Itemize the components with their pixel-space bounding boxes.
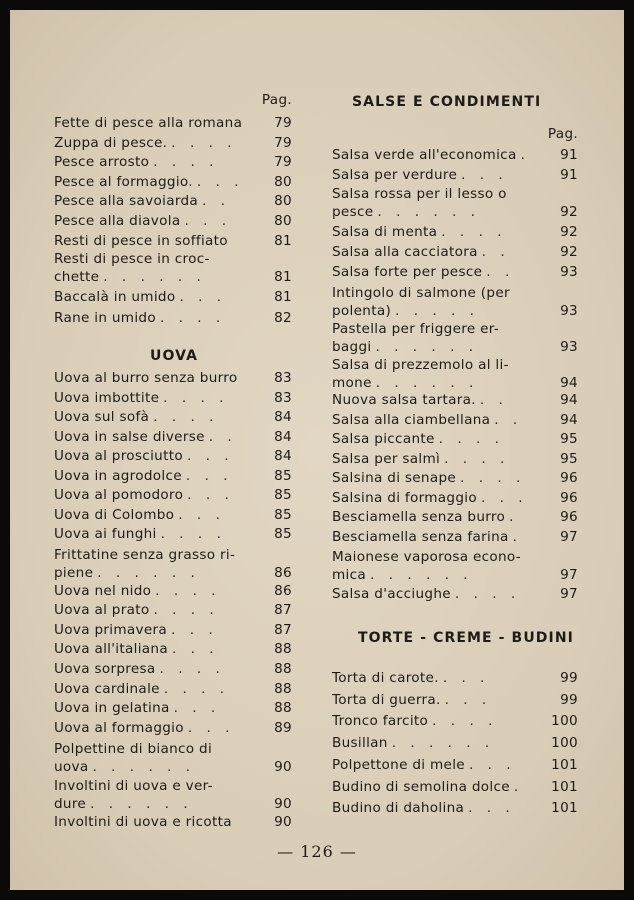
- entry-title: Salsa verde all'economica: [332, 147, 517, 163]
- leader-dots: . . . . . .: [375, 339, 479, 355]
- leader-dots: . . . . . .: [92, 759, 196, 776]
- entry-title: Uova ai funghi: [54, 526, 157, 542]
- leader-dots: .: [509, 509, 519, 525]
- entry-title-line2-row: [54, 268, 292, 286]
- leader-dots: . . . .: [163, 680, 230, 697]
- entry-page-number: 85: [274, 487, 292, 503]
- entry-title: Budino di daholina: [332, 800, 465, 817]
- entry-title: Salsa forte per pesce: [332, 264, 483, 280]
- index-entry: [54, 134, 292, 153]
- entry-title-line2: uova: [54, 759, 89, 776]
- index-entry-wrapped: [332, 356, 578, 392]
- index-entry: [54, 621, 292, 640]
- entry-page-number: 84: [274, 409, 292, 425]
- entry-title: Uova al pomodoro: [54, 487, 184, 503]
- leader-dots: . . . . .: [395, 303, 479, 319]
- entry-title: Uova al prosciutto: [54, 448, 183, 464]
- leader-dots: . . .: [178, 506, 225, 523]
- section-heading-torte: TORTE - CREME - BUDINI: [358, 630, 574, 646]
- entry-title-line2-row: [332, 566, 578, 584]
- entry-title: Torta di guerra.: [332, 691, 441, 708]
- index-entry: [332, 146, 578, 165]
- leader-dots: . . .: [171, 641, 219, 658]
- entry-title: Salsa di menta: [332, 224, 438, 240]
- entry-page-number: 88: [274, 641, 292, 658]
- leader-dots: . . .: [173, 700, 221, 717]
- index-entry: [54, 288, 292, 307]
- entry-page-number: 99: [560, 691, 578, 708]
- entry-title-line1: Salsa di prezzemolo al li-: [332, 357, 509, 373]
- entry-page-number: 82: [274, 310, 292, 327]
- entry-page-number: 91: [560, 147, 578, 163]
- leader-dots: . . . .: [153, 602, 219, 619]
- leader-dots: . . .: [468, 800, 515, 817]
- entry-title: Salsa per salmì: [332, 450, 441, 467]
- index-entry: [54, 369, 292, 388]
- entry-page-number: 97: [560, 528, 578, 545]
- index-entry: [54, 212, 292, 231]
- entry-page-number: 96: [560, 509, 578, 525]
- entry-page-number: 97: [560, 586, 578, 602]
- entry-title: Besciamella senza farina: [332, 528, 509, 545]
- section-heading-salse: SALSE E CONDIMENTI: [352, 94, 542, 110]
- index-entry: [332, 391, 578, 410]
- entry-title: Uova in gelatina: [54, 700, 170, 717]
- index-entry: [332, 799, 578, 818]
- entry-page-number: 93: [560, 339, 578, 355]
- entry-title: Salsa alla cacciatora: [332, 244, 478, 260]
- index-entry: [54, 660, 292, 679]
- index-entry: [54, 719, 292, 738]
- entry-title-line1: Involtini di uova e ver-: [54, 778, 213, 795]
- leader-dots: . . .: [442, 670, 490, 686]
- leader-dots: . .: [208, 428, 237, 445]
- leader-dots: . . . .: [155, 582, 221, 599]
- entry-title-line2: pesce: [332, 204, 374, 220]
- entry-page-number: 86: [274, 582, 292, 599]
- leader-dots: . . . . . .: [103, 269, 206, 286]
- entry-title: Uova al burro senza burro: [54, 370, 238, 386]
- index-entry: [54, 486, 292, 505]
- index-entry: [332, 585, 578, 604]
- leader-dots: . . . .: [444, 450, 510, 467]
- entry-page-number: 80: [274, 193, 292, 210]
- entry-page-number: 94: [560, 375, 578, 391]
- index-entry: [54, 114, 292, 133]
- entry-page-number: 85: [274, 526, 292, 542]
- entry-title: Fette di pesce alla romana: [54, 115, 243, 131]
- leader-dots: .: [520, 147, 530, 163]
- entry-page-number: 83: [274, 389, 292, 406]
- index-entry: [332, 223, 578, 242]
- entry-title-line2: dure: [54, 796, 87, 813]
- entry-page-number: 91: [560, 166, 578, 183]
- index-entry: [54, 428, 292, 447]
- index-entry: [54, 680, 292, 699]
- index-entry: [54, 153, 292, 172]
- index-entry-wrapped: [54, 740, 292, 776]
- entry-title: Busillan: [332, 735, 388, 752]
- index-entry: [332, 243, 578, 262]
- leader-dots: . . . .: [163, 389, 229, 406]
- leader-dots: . . . .: [159, 660, 225, 677]
- entry-title: Pesce alla diavola: [54, 213, 181, 229]
- index-entry: [332, 669, 578, 688]
- entry-title-line2-row: [332, 374, 578, 392]
- index-entry: [54, 699, 292, 718]
- entry-title: Budino di semolina dolce: [332, 778, 510, 795]
- entry-title: Torta di carote.: [332, 670, 439, 686]
- entry-title: Polpettone di mele: [332, 756, 465, 773]
- leader-dots: . .: [481, 244, 510, 260]
- entry-title: Uova in agrodolce: [54, 467, 182, 484]
- index-entry: [54, 389, 292, 408]
- entry-page-number: 94: [560, 411, 578, 428]
- leader-dots: . . .: [179, 289, 227, 306]
- entry-title: Uova in salse diverse: [54, 428, 205, 445]
- entry-page-number: 90: [274, 759, 292, 776]
- leader-dots: . . . . . .: [97, 564, 200, 581]
- entry-title: Uova sorpresa: [54, 660, 156, 677]
- index-entry: [54, 408, 292, 427]
- index-entry: [332, 411, 578, 430]
- leader-dots: . . . .: [454, 586, 521, 602]
- entry-page-number: 95: [560, 450, 578, 467]
- entry-page-number: 93: [560, 264, 578, 280]
- entry-title: Pesce al formaggio.: [54, 173, 193, 190]
- section-heading-uova: UOVA: [150, 348, 199, 364]
- entry-title: Uova al formaggio: [54, 719, 184, 736]
- entry-page-number: 89: [274, 719, 292, 736]
- leader-dots: . . . . . .: [370, 567, 473, 583]
- entry-title-line2: piene: [54, 564, 94, 581]
- entry-page-number: 96: [560, 489, 578, 506]
- entry-title: Uova imbottite: [54, 389, 160, 406]
- entry-page-number: 94: [560, 392, 578, 408]
- index-entry: [54, 309, 292, 328]
- index-entry: [54, 192, 292, 211]
- index-entry-wrapped: [54, 777, 292, 813]
- entry-page-number: 81: [274, 289, 292, 306]
- entry-title: Pesce arrosto: [54, 154, 150, 171]
- leader-dots: . . . .: [432, 713, 498, 730]
- entry-page-number: 95: [560, 431, 578, 447]
- book-page: [10, 10, 624, 890]
- leader-dots: . . .: [187, 719, 235, 736]
- leader-dots: . .: [486, 264, 515, 280]
- entry-page-number: 101: [551, 800, 578, 817]
- entry-title-line2-row: [54, 758, 292, 776]
- entry-title-line2: chette: [54, 269, 100, 286]
- entry-title-line2-row: [332, 203, 578, 221]
- leader-dots: . . .: [461, 166, 508, 183]
- index-entry: [54, 447, 292, 466]
- leader-dots: . . . .: [441, 224, 507, 240]
- index-entry-wrapped: [54, 546, 292, 582]
- leader-dots: . . . . . .: [391, 735, 495, 752]
- index-entry: [54, 582, 292, 601]
- leader-dots: . . . .: [171, 134, 237, 151]
- entry-title: Uova sul sofà: [54, 409, 150, 425]
- index-entry: [54, 467, 292, 486]
- leader-dots: . . .: [171, 621, 218, 638]
- index-entry: [54, 525, 292, 544]
- entry-page-number: 80: [274, 213, 292, 229]
- entry-page-number: 88: [274, 680, 292, 697]
- leader-dots: . . . . . .: [375, 375, 479, 391]
- entry-page-number: 93: [560, 303, 578, 319]
- leader-dots: . . .: [196, 173, 244, 190]
- entry-title: Rane in umido: [54, 310, 156, 327]
- index-entry: [332, 430, 578, 449]
- entry-page-number: 87: [274, 602, 292, 619]
- index-entry: [332, 756, 578, 775]
- leader-dots: . . . .: [153, 154, 219, 171]
- entry-title: Besciamella senza burro: [332, 509, 506, 525]
- leader-dots: . . . .: [438, 431, 504, 447]
- index-entry: [332, 263, 578, 282]
- leader-dots: . .: [494, 411, 523, 428]
- leader-dots: . . .: [185, 467, 233, 484]
- index-entry: [54, 813, 292, 832]
- index-entry-wrapped: [332, 284, 578, 320]
- page-column-header: Pag.: [261, 92, 292, 108]
- leader-dots: . . .: [480, 489, 528, 506]
- index-entry: [332, 528, 578, 547]
- entry-title: Salsa d'acciughe: [332, 586, 451, 602]
- entry-title-line1: Polpettine di bianco di: [54, 741, 213, 758]
- entry-title-line1: Salsa rossa per il lesso o: [332, 186, 507, 202]
- entry-title: Uova all'italiana: [54, 641, 168, 658]
- entry-title-line2: polenta): [332, 303, 392, 319]
- index-entry: [332, 489, 578, 508]
- leader-dots: . . . .: [159, 310, 226, 327]
- entry-title: Resti di pesce in soffiato: [54, 232, 228, 249]
- entry-title: Uova al prato: [54, 602, 150, 619]
- entry-page-number: 92: [560, 224, 578, 240]
- entry-page-number: 81: [274, 232, 292, 249]
- leader-dots: . .: [202, 193, 231, 210]
- entry-page-number: 84: [274, 428, 292, 445]
- index-entry: [332, 469, 578, 488]
- leader-dots: . . .: [186, 448, 234, 464]
- entry-title-line1: Intingolo di salmone (per: [332, 285, 510, 301]
- entry-page-number: 83: [274, 370, 292, 386]
- index-entry: [332, 450, 578, 469]
- entry-page-number: 100: [551, 735, 578, 752]
- entry-title-line1: Resti di pesce in croc-: [54, 251, 210, 268]
- leader-dots: . .: [479, 392, 508, 408]
- entry-page-number: 81: [274, 269, 292, 286]
- entry-page-number: 80: [274, 173, 292, 190]
- leader-dots: . . . .: [160, 526, 226, 542]
- entry-title: Uova nel nido: [54, 582, 152, 599]
- entry-page-number: 84: [274, 448, 292, 464]
- entry-page-number: 88: [274, 700, 292, 717]
- entry-page-number: 99: [560, 670, 578, 686]
- entry-title-line2-row: [54, 795, 292, 813]
- entry-title-line2-row: [54, 564, 292, 582]
- entry-page-number: 101: [551, 756, 578, 773]
- entry-page-number: 100: [551, 713, 578, 730]
- entry-title-line2: mone: [332, 375, 372, 391]
- entry-page-number: 92: [560, 204, 578, 220]
- entry-title: Pesce alla savoiarda: [54, 193, 199, 210]
- entry-page-number: 90: [274, 796, 292, 813]
- entry-title-line1: Pastella per friggere er-: [332, 321, 500, 337]
- page-number: — 126 —: [277, 842, 357, 861]
- page-column-header: Pag.: [547, 126, 578, 142]
- leader-dots: .: [512, 528, 522, 545]
- leader-dots: . . .: [184, 213, 232, 229]
- index-entry-wrapped: [332, 320, 578, 356]
- index-entry: [332, 734, 578, 753]
- leader-dots: . . .: [468, 756, 516, 773]
- index-entry: [54, 232, 292, 251]
- entry-page-number: 85: [274, 467, 292, 484]
- entry-page-number: 86: [274, 564, 292, 581]
- entry-title: Nuova salsa tartara.: [332, 392, 476, 408]
- index-entry-wrapped: [332, 185, 578, 221]
- entry-title-line2-row: [332, 338, 578, 356]
- entry-title: Tronco farcito: [332, 713, 429, 730]
- entry-title-line2-row: [332, 302, 578, 320]
- entry-title: Zuppa di pesce.: [54, 134, 168, 151]
- entry-page-number: 79: [274, 154, 292, 171]
- entry-title: Uova di Colombo: [54, 506, 175, 523]
- index-entry-wrapped: [332, 548, 578, 584]
- leader-dots: . . . .: [460, 470, 526, 486]
- entry-title: Salsina di formaggio: [332, 489, 477, 506]
- leader-dots: . . . . . .: [377, 204, 480, 220]
- entry-page-number: 90: [274, 814, 292, 831]
- index-entry: [332, 691, 578, 710]
- entry-title: Involtini di uova e ricotta: [54, 814, 232, 831]
- entry-page-number: 92: [560, 244, 578, 260]
- leader-dots: . . .: [444, 691, 492, 708]
- entry-title: Salsa per verdure: [332, 166, 458, 183]
- entry-title-line1: Frittatine senza grasso ri-: [54, 546, 236, 563]
- index-entry-wrapped: [54, 250, 292, 286]
- entry-title: Salsina di senape: [332, 470, 457, 486]
- entry-page-number: 79: [274, 134, 292, 151]
- leader-dots: . . . .: [153, 409, 219, 425]
- leader-dots: . . . . . .: [90, 796, 193, 813]
- entry-title: Salsa alla ciambellana: [332, 411, 491, 428]
- entry-page-number: 101: [551, 778, 578, 795]
- entry-page-number: 97: [560, 567, 578, 583]
- index-entry: [54, 173, 292, 192]
- index-entry: [332, 778, 578, 797]
- entry-title: Uova cardinale: [54, 680, 160, 697]
- index-entry: [332, 508, 578, 527]
- entry-page-number: 88: [274, 660, 292, 677]
- entry-page-number: 96: [560, 470, 578, 486]
- entry-title: Uova primavera: [54, 621, 168, 638]
- leader-dots: .: [513, 778, 524, 795]
- index-entry: [332, 712, 578, 731]
- index-entry: [54, 601, 292, 620]
- entry-page-number: 79: [274, 115, 292, 131]
- entry-title-line2: baggi: [332, 339, 372, 355]
- entry-page-number: 87: [274, 621, 292, 638]
- index-entry: [54, 506, 292, 525]
- entry-title: Baccalà in umido: [54, 289, 176, 306]
- index-entry: [54, 640, 292, 659]
- index-entry: [332, 166, 578, 185]
- entry-title-line1: Maionese vaporosa econo-: [332, 549, 522, 565]
- entry-title-line2: mica: [332, 567, 367, 583]
- entry-title: Salsa piccante: [332, 431, 435, 447]
- entry-page-number: 85: [274, 506, 292, 523]
- leader-dots: . . .: [187, 487, 234, 503]
